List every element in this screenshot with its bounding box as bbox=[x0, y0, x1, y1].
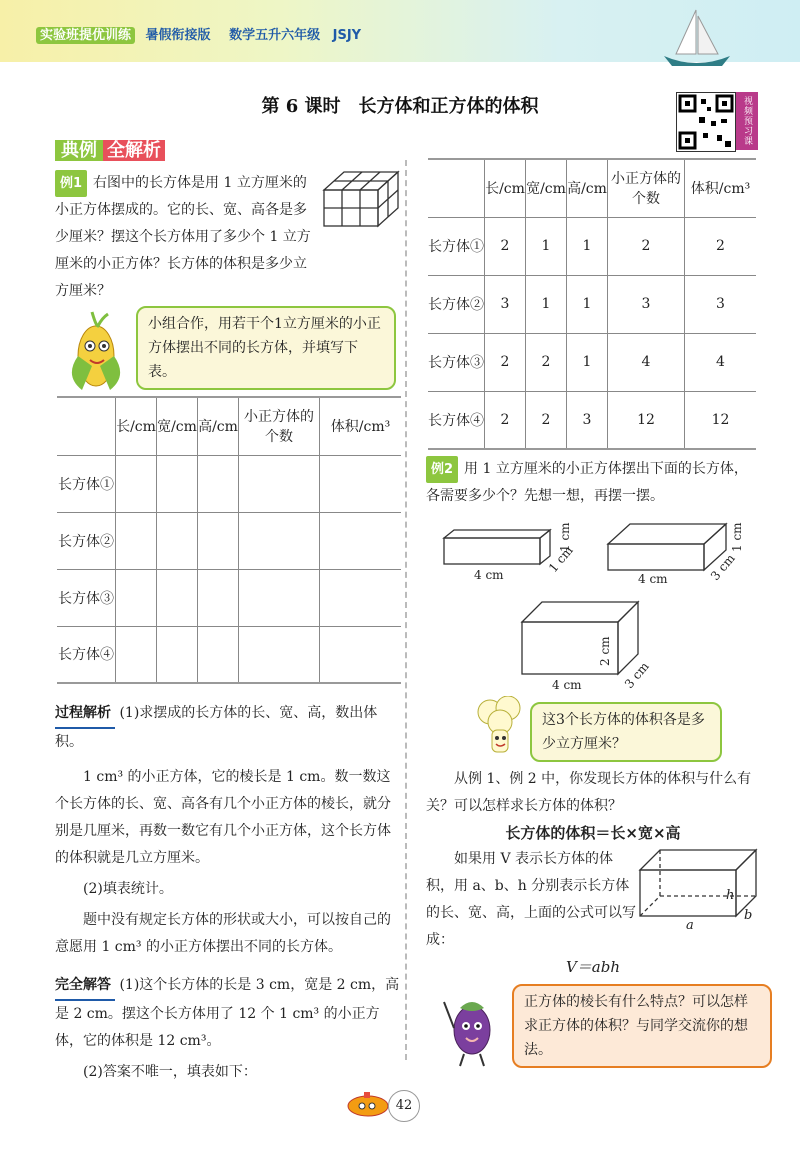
col-width: 宽/cm bbox=[157, 397, 198, 455]
process-p4: 题中没有规定长方体的形状或大小，可以按自己的意愿用 1 cm³ 的小正方体摆出不同的长方体。 bbox=[55, 912, 391, 955]
row-label: 长方体④ bbox=[428, 391, 485, 449]
process-tag: 过程解析 bbox=[55, 700, 115, 729]
row-label: 长方体② bbox=[57, 512, 116, 569]
cuboid-3x2x2-illustration bbox=[322, 170, 402, 228]
blank-cell[interactable] bbox=[157, 626, 198, 683]
letters-text: 如果用 V 表示长方体的体积，用 a、b、h 分别表示长方体的长、宽、高，上面的公式可以写成： bbox=[426, 851, 636, 948]
answer-p2: (2)答案不唯一，填表如下： bbox=[83, 1064, 257, 1080]
example2-tag: 例2 bbox=[426, 456, 458, 483]
box3-height: 2 cm bbox=[598, 636, 612, 666]
example2 bbox=[426, 456, 760, 510]
page-number: 42 bbox=[388, 1090, 420, 1122]
box2-height: 1 cm bbox=[730, 522, 744, 552]
row-label: 长方体③ bbox=[428, 333, 485, 391]
blank-cell[interactable] bbox=[239, 626, 320, 683]
box2-width: 3 cm bbox=[708, 551, 738, 583]
cell: 12 bbox=[685, 391, 757, 449]
cell: 1 bbox=[526, 275, 567, 333]
table-row bbox=[57, 512, 401, 569]
row-label: 长方体① bbox=[57, 455, 116, 512]
filled-table bbox=[428, 158, 756, 450]
header-title bbox=[36, 24, 361, 43]
answer-p1: (1)这个长方体的长是 3 cm，宽是 2 cm，高是 2 cm。摆这个长方体用了 12 个 1 cm³ 的小正方体，它的体积是 12 cm³。 bbox=[55, 977, 400, 1049]
col-width: 宽/cm bbox=[526, 159, 567, 217]
cell: 2 bbox=[485, 391, 526, 449]
box1-height: 1 cm bbox=[558, 522, 572, 552]
col-length: 长/cm bbox=[485, 159, 526, 217]
blank-cell[interactable] bbox=[198, 626, 239, 683]
cell: 2 bbox=[685, 217, 757, 275]
box1-width: 1 cm bbox=[546, 543, 576, 575]
cell: 3 bbox=[485, 275, 526, 333]
cell: 3 bbox=[608, 275, 685, 333]
bubble-volumes: 这3个长方体的体积各是多少立方厘米？ bbox=[530, 702, 722, 762]
corn-mascot-icon bbox=[62, 306, 132, 394]
blank-cell[interactable] bbox=[157, 512, 198, 569]
row-label: 长方体③ bbox=[57, 569, 116, 626]
cell: 2 bbox=[608, 217, 685, 275]
submarine-icon bbox=[342, 1090, 392, 1120]
col-length: 长/cm bbox=[116, 397, 157, 455]
col-volume: 体积/cm³ bbox=[685, 159, 757, 217]
cell: 1 bbox=[567, 217, 608, 275]
col-count: 小正方体的个数 bbox=[239, 397, 320, 455]
cell: 2 bbox=[526, 333, 567, 391]
cell: 1 bbox=[526, 217, 567, 275]
process-p2: 1 cm³ 的小正方体，它的棱长是 1 cm。数一数这个长方体的长、宽、高各有几个小正方体的棱长，就分别是几厘米，再数一数它有几个小正方体，这个长方体的体积就是几立方厘米。 bbox=[55, 769, 391, 866]
blank-cell[interactable] bbox=[320, 626, 402, 683]
row-label: 长方体④ bbox=[57, 626, 116, 683]
table-row bbox=[57, 626, 401, 683]
cell: 2 bbox=[485, 217, 526, 275]
volume-formula: 长方体的体积＝长×宽×高 bbox=[505, 824, 681, 842]
example1-tag: 例1 bbox=[55, 170, 87, 197]
discover-text: 从例 1、例 2 中，你发现长方体的体积与什么有关？可以怎样求长方体的体积？ bbox=[426, 771, 752, 814]
section-banner bbox=[55, 136, 165, 162]
cell: 4 bbox=[608, 333, 685, 391]
blank-cell[interactable] bbox=[116, 626, 157, 683]
col-count: 小正方体的个数 bbox=[608, 159, 685, 217]
blank-cell[interactable] bbox=[157, 455, 198, 512]
blank-cell[interactable] bbox=[198, 455, 239, 512]
cell: 3 bbox=[685, 275, 757, 333]
blank-cell[interactable] bbox=[239, 569, 320, 626]
example2-text: 用 1 立方厘米的小正方体摆出下面的长方体，各需要多少个？先想一想，再摆一摆。 bbox=[426, 461, 748, 504]
series-subtitle: 暑假衔接版 bbox=[145, 28, 211, 43]
col-height: 高/cm bbox=[567, 159, 608, 217]
box2-length: 4 cm bbox=[638, 572, 668, 586]
corner-cell bbox=[57, 397, 116, 455]
cell: 1 bbox=[567, 333, 608, 391]
example1 bbox=[55, 170, 320, 305]
subject-label: 数学五升六年级 bbox=[229, 28, 321, 43]
answer-tag: 完全解答 bbox=[55, 972, 115, 1001]
col-height: 高/cm bbox=[198, 397, 239, 455]
label-b: b bbox=[744, 908, 753, 923]
col-volume: 体积/cm³ bbox=[320, 397, 402, 455]
row-label: 长方体① bbox=[428, 217, 485, 275]
qr-code[interactable] bbox=[676, 92, 736, 152]
series-name: 实验班提优训练 bbox=[36, 27, 135, 44]
lesson-title: 第 6 课时 长方体和正方体的体积 bbox=[261, 96, 539, 117]
blank-table bbox=[57, 396, 401, 684]
eggplant-mascot-icon bbox=[442, 988, 508, 1068]
bubble-cube-question: 正方体的棱长有什么特点？可以怎样求正方体的体积？与同学交流你的想法。 bbox=[512, 984, 772, 1068]
broccoli-mascot-icon bbox=[474, 696, 526, 758]
cell: 4 bbox=[685, 333, 757, 391]
table-row bbox=[428, 217, 756, 275]
sailboat-icon bbox=[656, 6, 736, 76]
table-row bbox=[57, 455, 401, 512]
blank-cell[interactable] bbox=[239, 512, 320, 569]
bubble-group-task: 小组合作，用若干个1立方厘米的小正方体摆出不同的长方体，并填写下表。 bbox=[136, 306, 396, 390]
corner-cell bbox=[428, 159, 485, 217]
table-row bbox=[57, 569, 401, 626]
blank-cell[interactable] bbox=[198, 512, 239, 569]
banner-part1: 典例 bbox=[55, 140, 103, 161]
complete-answer bbox=[55, 972, 400, 1086]
blank-cell[interactable] bbox=[157, 569, 198, 626]
formula-letters: V＝abh bbox=[565, 958, 621, 976]
blank-cell[interactable] bbox=[116, 455, 157, 512]
code-label: JSJY bbox=[332, 28, 362, 43]
table-row bbox=[428, 333, 756, 391]
banner-part2: 全解析 bbox=[103, 140, 165, 161]
blank-cell[interactable] bbox=[320, 455, 402, 512]
blank-cell[interactable] bbox=[239, 455, 320, 512]
cell: 2 bbox=[485, 333, 526, 391]
process-analysis bbox=[55, 700, 400, 961]
blank-cell[interactable] bbox=[198, 569, 239, 626]
example1-text: 右图中的长方体是用 1 立方厘米的小正方体摆成的。它的长、宽、高各是多少厘米？摆这个长方体用了多少个 1 立方厘米的小正方体？长方体的体积是多少立方厘米？ bbox=[55, 175, 311, 299]
cell: 3 bbox=[567, 391, 608, 449]
table-row bbox=[428, 275, 756, 333]
cell: 12 bbox=[608, 391, 685, 449]
table-row bbox=[428, 391, 756, 449]
cell: 1 bbox=[567, 275, 608, 333]
label-h: h bbox=[726, 888, 735, 903]
row-label: 长方体② bbox=[428, 275, 485, 333]
box3-width: 3 cm bbox=[622, 659, 652, 691]
blank-cell[interactable] bbox=[320, 512, 402, 569]
box3-length: 4 cm bbox=[552, 678, 582, 692]
blank-cell[interactable] bbox=[116, 512, 157, 569]
qr-pattern-icon bbox=[677, 93, 735, 151]
process-p1: (1)求摆成的长方体的长、宽、高，数出体积。 bbox=[55, 705, 378, 750]
blank-cell[interactable] bbox=[320, 569, 402, 626]
column-divider bbox=[405, 160, 407, 1060]
blank-cell[interactable] bbox=[116, 569, 157, 626]
process-p3: (2)填表统计。 bbox=[83, 881, 173, 897]
box1-length: 4 cm bbox=[474, 568, 504, 582]
label-a: a bbox=[686, 918, 694, 933]
cell: 2 bbox=[526, 391, 567, 449]
qr-label: 视频预习课 bbox=[736, 92, 758, 150]
